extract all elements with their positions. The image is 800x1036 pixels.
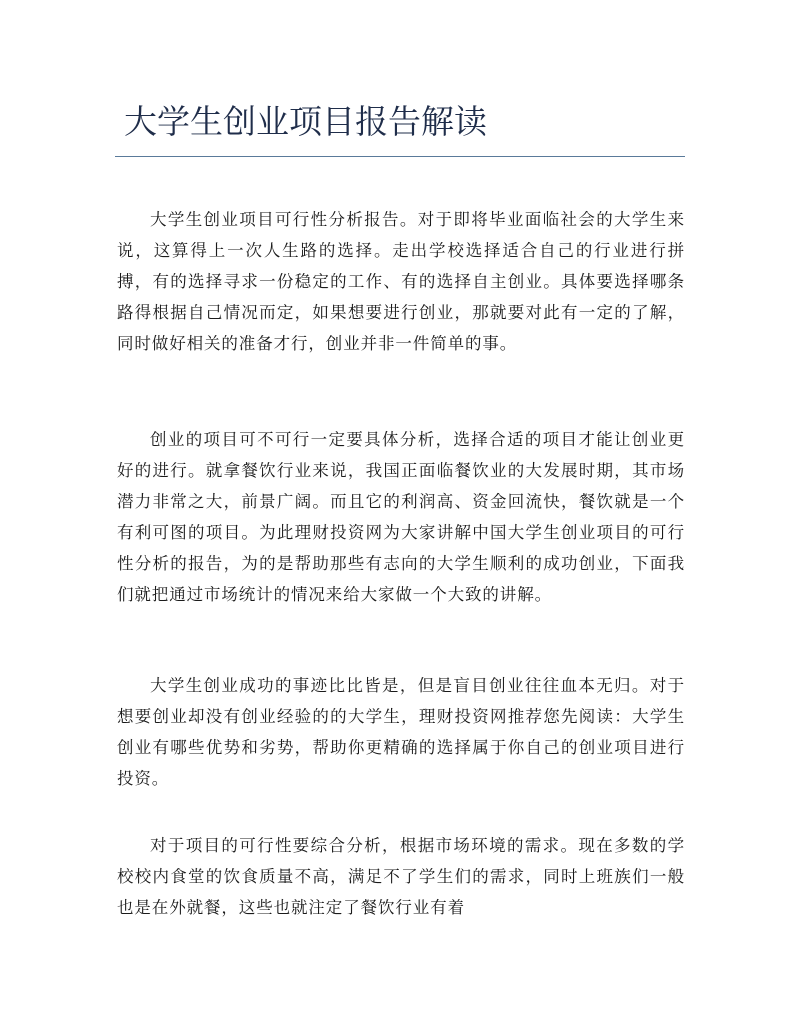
paragraph-feasibility: 对于项目的可行性要综合分析，根据市场环境的需求。现在多数的学校校内食堂的饮食质量不高，满足不了学生们的需求，同时上班族们一般也是在外就餐，这些也就注定了餐饮行业有着 <box>117 836 685 917</box>
paragraph-success-cases: 大学生创业成功的事迹比比皆是，但是盲目创业往往血本无归。对于想要创业却没有创业经验的的大学生，理财投资网推荐您先阅读：大学生创业有哪些优势和劣势，帮助你更精确的选择属于你自己的创业项目进行投资。 <box>117 676 685 788</box>
paragraph-intro: 大学生创业项目可行性分析报告。对于即将毕业面临社会的大学生来说，这算得上一次人生路的选择。走出学校选择适合自己的行业进行拼搏，有的选择寻求一份稳定的工作、有的选择自主创业。具体要选择哪条路得根据自己情况而定，如果想要进行创业，那就要对此有一定的了解，同时做好相关的准备才行，创业并非一件简单的事。 <box>117 210 685 353</box>
title-divider <box>115 156 685 157</box>
paragraph-project-analysis: 创业的项目可不可行一定要具体分析，选择合适的项目才能让创业更好的进行。就拿餐饮行业来说，我国正面临餐饮业的大发展时期，其市场潜力非常之大，前景广阔。而且它的利润高、资金回流快，餐饮就是一个有利可图的项目。为此理财投资网为大家讲解中国大学生创业项目的可行性分析的报告，为的是帮助那些有志向的大学生顺利的成功创业，下面我们就把通过市场统计的情况来给大家做一个大致的讲解。 <box>117 430 685 604</box>
page-title: 大学生创业项目报告解读 <box>124 102 487 141</box>
